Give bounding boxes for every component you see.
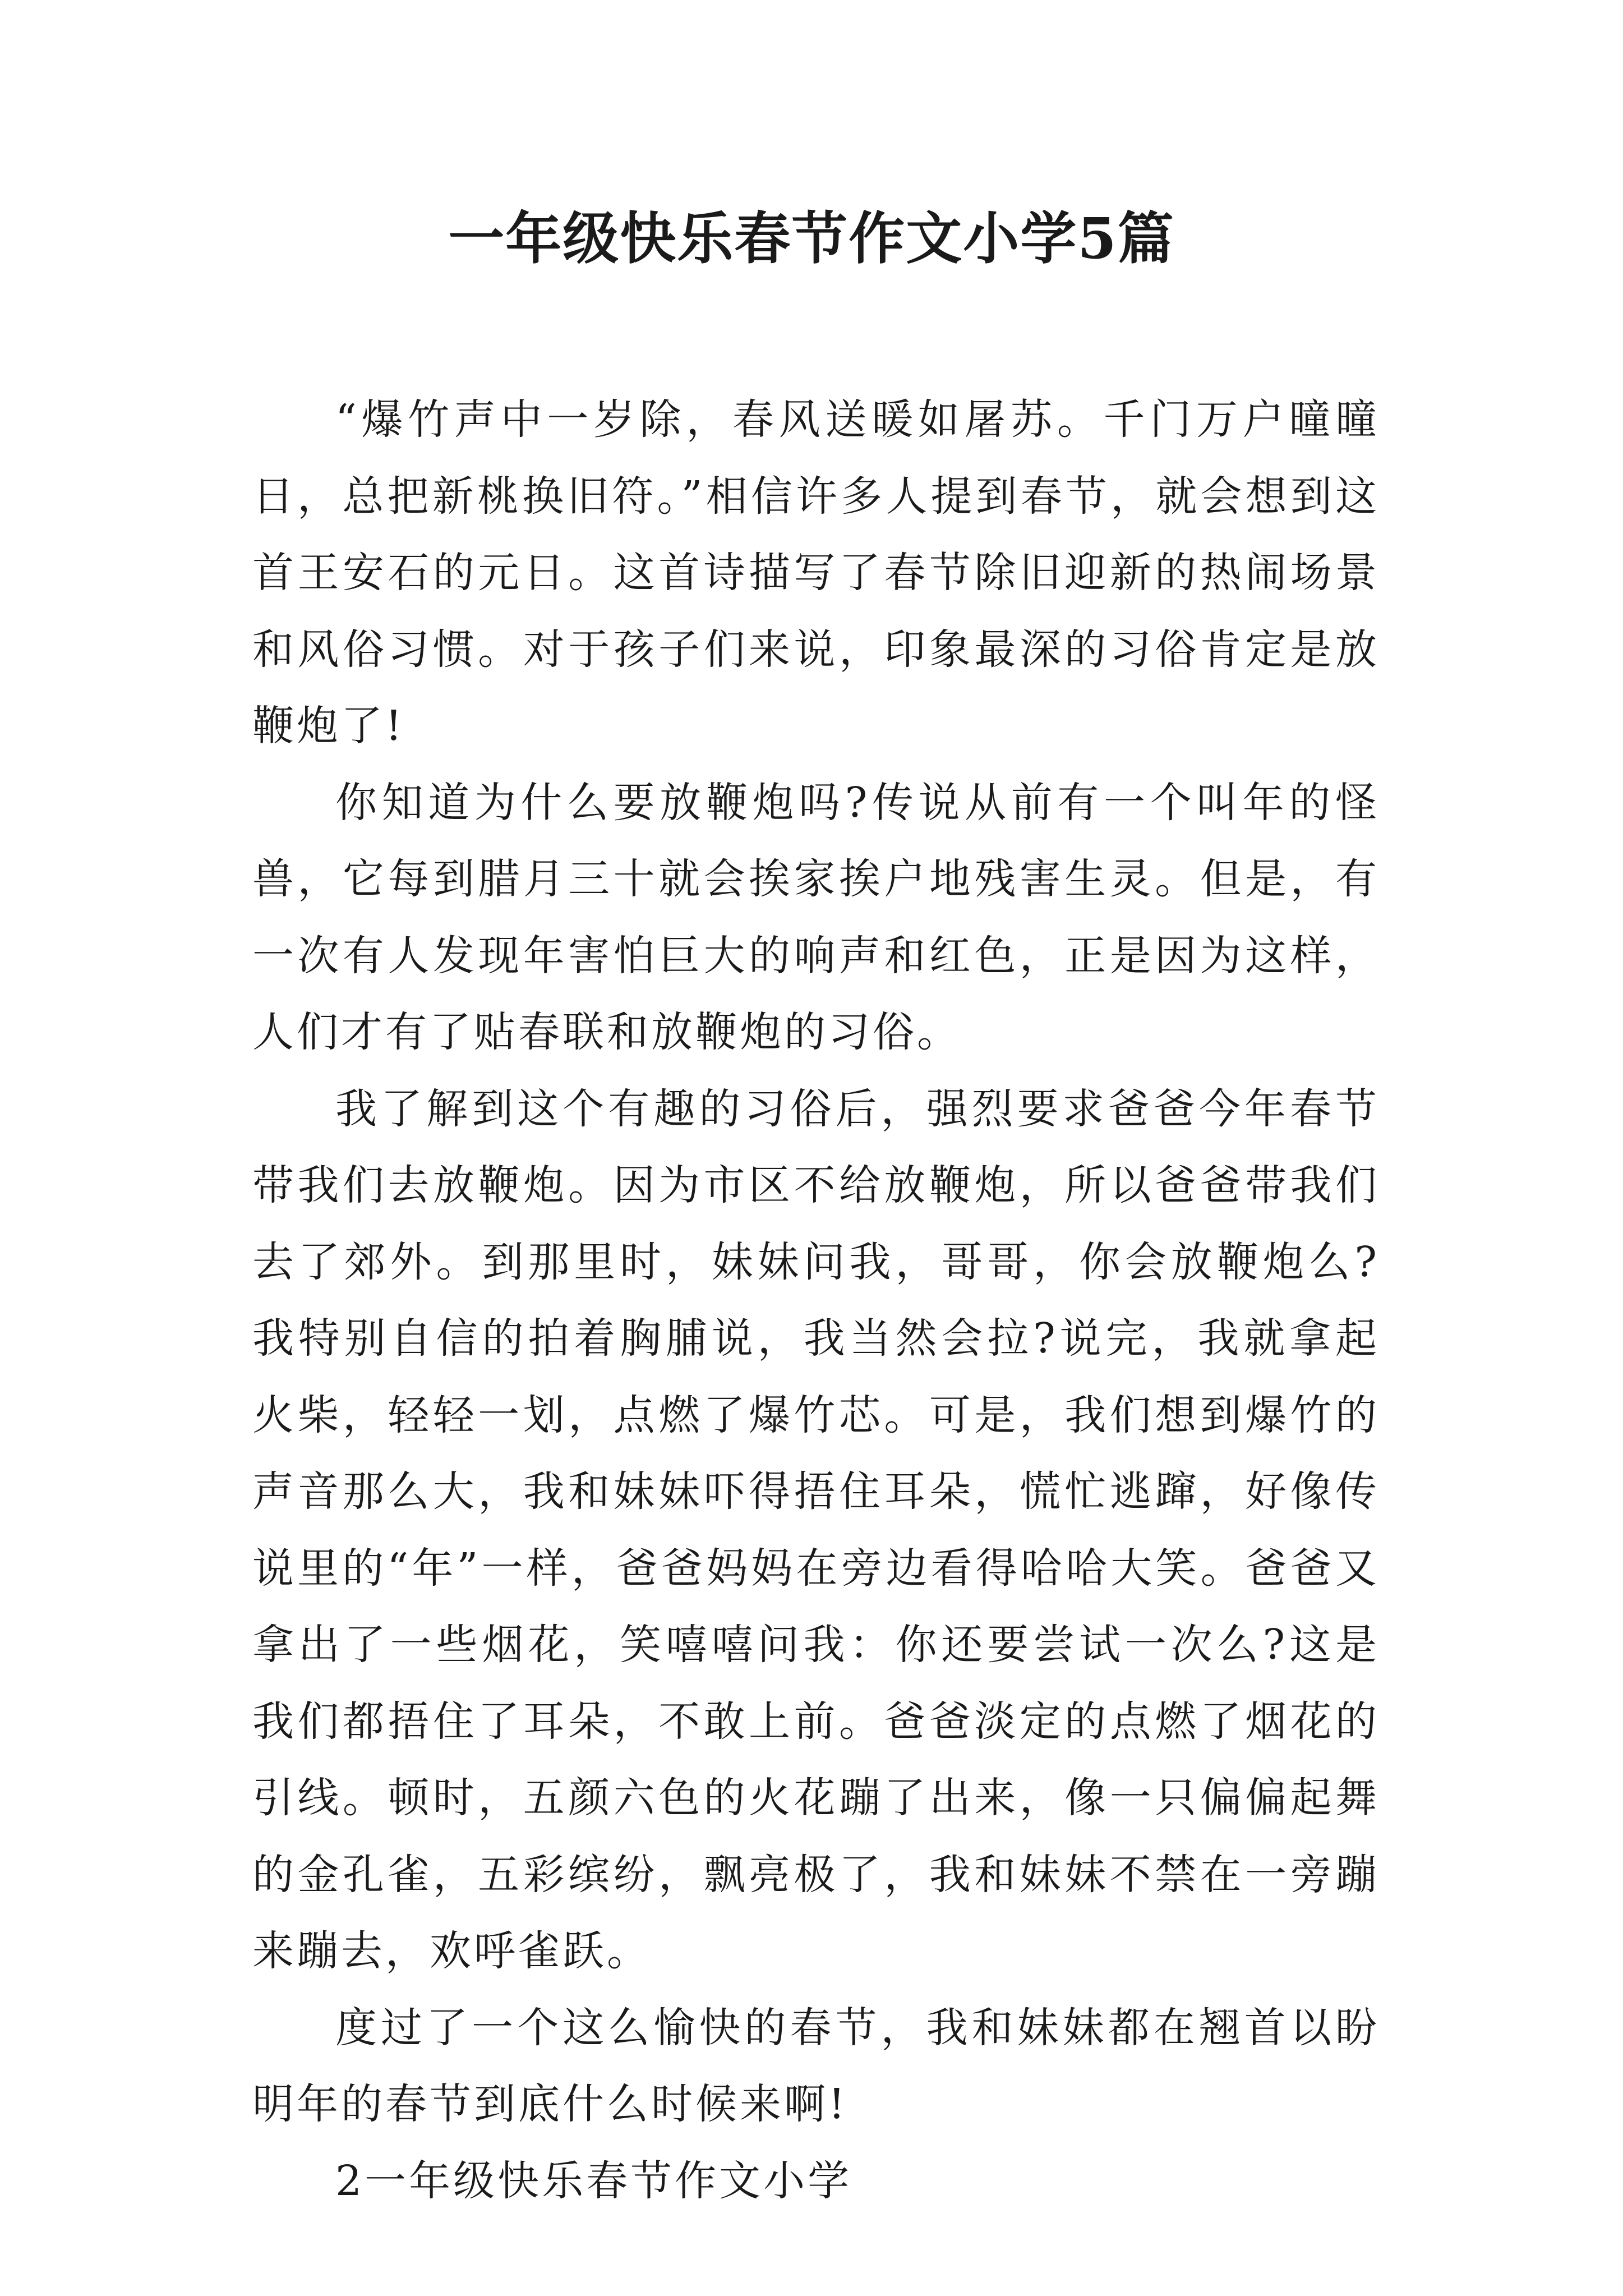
- paragraph-1: “爆竹声中一岁除，春风送暖如屠苏。千门万户曈曈日，总把新桃换旧符。”相信许多人提到春节，就会想到这首王安石的元日。这首诗描写了春节除旧迎新的热闹场景和风俗习惯。对于孩子们来说，印象最深的习俗肯定是放鞭炮了!: [252, 395, 1380, 750]
- paragraph-2: 你知道为什么要放鞭炮吗?传说从前有一个叫年的怪兽，它每到腊月三十就会挨家挨户地残害生灵。但是，有一次有人发现年害怕巨大的响声和红色，正是因为这样，人们才有了贴春联和放鞭炮的习俗。: [252, 778, 1380, 1056]
- paragraph-3: 我了解到这个有趣的习俗后，强烈要求爸爸今年春节带我们去放鞭炮。因为市区不给放鞭炮，所以爸爸带我们去了郊外。到那里时，妹妹问我，哥哥，你会放鞭炮么?我特别自信的拍着胸脯说，我当然会拉?说完，我就拿起火柴，轻轻一划，点燃了爆竹芯。可是，我们想到爆竹的声音那么大，我和妹妹吓得捂住耳朵，慌忙逃蹿，好像传说里的“年”一样，爸爸妈妈在旁边看得哈哈大笑。爸爸又拿出了一些烟花，笑嘻嘻问我：你还要尝试一次么?这是我们都捂住了耳朵，不敢上前。爸爸淡定的点燃了烟花的引线。顿时，五颜六色的火花蹦了出来，像一只偏偏起舞的金孔雀，五彩缤纷，飘亮极了，我和妹妹不禁在一旁蹦来蹦去，欢呼雀跃。: [252, 1084, 1380, 1975]
- document-body: [252, 381, 1380, 2219]
- document-title: 一年级快乐春节作文小学5篇: [448, 205, 1175, 272]
- section-heading-2: 2一年级快乐春节作文小学: [335, 2156, 852, 2205]
- paragraph-4: 度过了一个这么愉快的春节，我和妹妹都在翘首以盼明年的春节到底什么时候来啊!: [252, 2003, 1380, 2128]
